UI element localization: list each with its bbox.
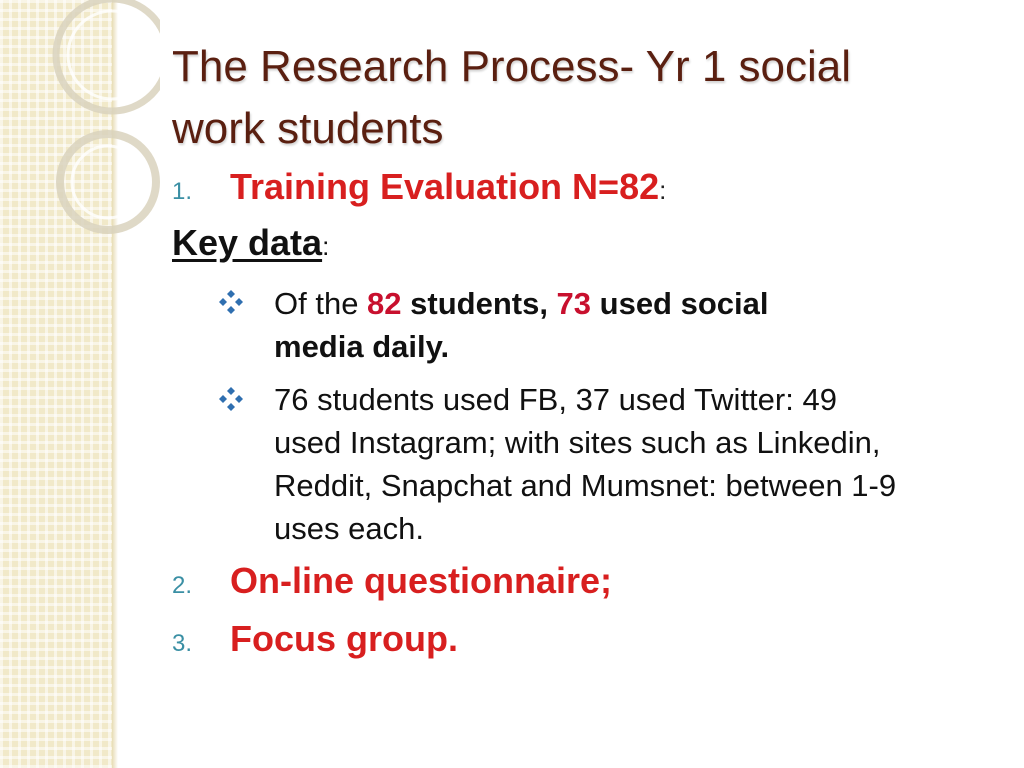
diamond-bullet-icon — [218, 289, 244, 315]
bullet-1-number-73: 73 — [556, 286, 592, 321]
bullet-social-media-daily — [274, 282, 994, 368]
key-data-text: Key data — [172, 222, 323, 263]
bullet-1-part3: used social — [591, 286, 769, 321]
bullet-1-part1: Of the — [274, 286, 368, 321]
bullet-1-line2: media daily. — [274, 329, 450, 364]
key-data-colon: : — [322, 231, 330, 261]
decorative-rings-icon — [0, 0, 160, 240]
slide-title-line1: The Research Process- Yr 1 social — [172, 42, 852, 91]
key-data-label — [172, 222, 329, 264]
bullet-2-line1: 76 students used FB, 37 used Twitter: 49 — [274, 382, 837, 417]
bullet-2-line2: used Instagram; with sites such as Linkedin, — [274, 425, 881, 460]
bullet-2-line3: Reddit, Snapchat and Mumsnet: between 1-9 — [274, 468, 897, 503]
slide-title — [172, 36, 972, 160]
bullet-1-number-82: 82 — [367, 286, 402, 321]
slide-title-line2: work students — [172, 104, 444, 153]
item-heading-online-questionnaire: On-line questionnaire; — [230, 560, 613, 601]
bullet-1-part2: students, — [401, 286, 557, 321]
bullet-platform-usage — [274, 378, 994, 550]
item-number-2: 2. — [172, 572, 193, 599]
item-heading-1-text: Training Evaluation N=82 — [230, 166, 660, 207]
item-number-3: 3. — [172, 630, 193, 657]
diamond-bullet-icon — [218, 386, 244, 412]
item-number-1: 1. — [172, 178, 193, 205]
item-heading-training-evaluation — [230, 166, 666, 208]
item-heading-focus-group: Focus group. — [230, 618, 458, 659]
item-heading-1-colon: : — [659, 175, 667, 205]
bullet-2-line4: uses each. — [274, 511, 424, 546]
